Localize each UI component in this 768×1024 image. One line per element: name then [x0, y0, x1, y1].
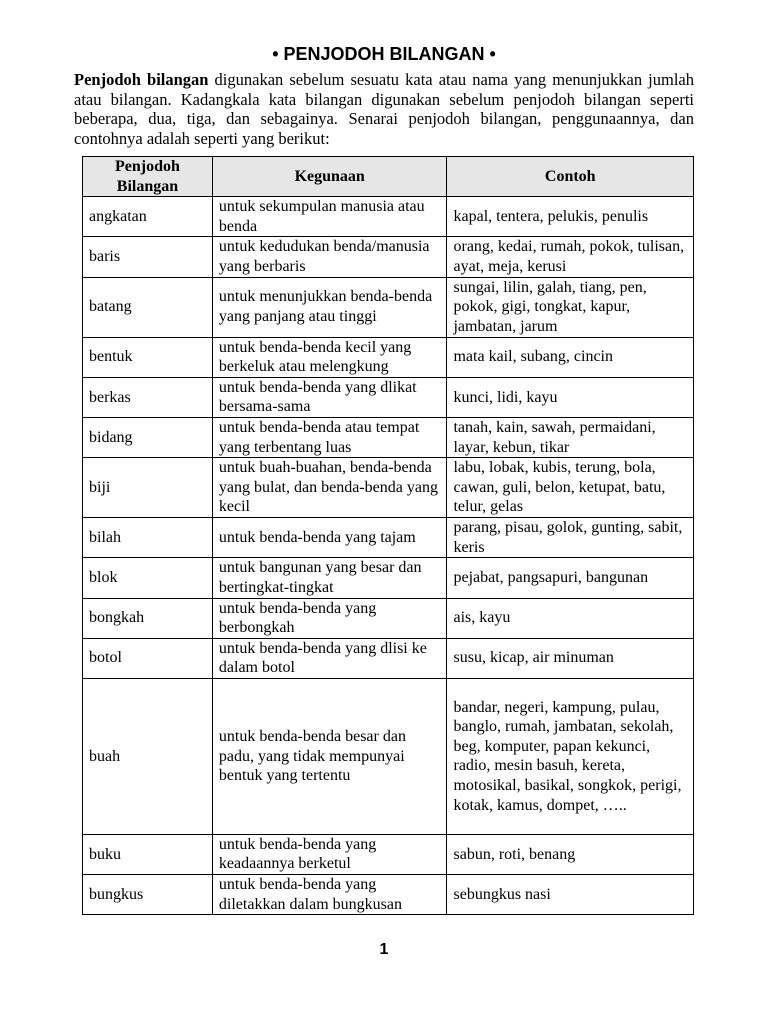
cell-penjodoh: biji [83, 458, 213, 518]
cell-kegunaan: untuk benda-benda besar dan padu, yang tidak mempunyai bentuk yang tertentu [212, 678, 447, 834]
table-row [83, 678, 694, 834]
cell-contoh: sebungkus nasi [447, 875, 694, 915]
intro-text: digunakan sebelum sesuatu kata atau nama yang menunjukkan jumlah atau bilangan. Kadangkala kata bilangan digunakan sebelum penjodoh bilangan seperti beberapa, dua, tiga, dan sebagainya. Senarai penjodoh bilangan, penggunaannya, dan contohnya adalah seperti yang berikut: [74, 70, 694, 148]
table-row [83, 417, 694, 457]
cell-penjodoh: bongkah [83, 598, 213, 638]
cell-penjodoh: bungkus [83, 875, 213, 915]
table-row [83, 598, 694, 638]
cell-kegunaan: untuk bangunan yang besar dan bertingkat-tingkat [212, 558, 447, 598]
cell-kegunaan: untuk benda-benda yang tajam [212, 518, 447, 558]
cell-contoh: mata kail, subang, cincin [447, 337, 694, 377]
cell-kegunaan: untuk benda-benda yang berbongkah [212, 598, 447, 638]
cell-penjodoh: bidang [83, 417, 213, 457]
table-body [83, 197, 694, 915]
cell-penjodoh: berkas [83, 377, 213, 417]
page-number: 1 [379, 941, 389, 958]
table-row [83, 197, 694, 237]
header-contoh: Contoh [447, 157, 694, 197]
cell-kegunaan: untuk sekumpulan manusia atau benda [212, 197, 447, 237]
cell-contoh: bandar, negeri, kampung, pulau, banglo, rumah, jambatan, sekolah, beg, komputer, papan kekunci, radio, mesin basuh, kereta, motosikal, basikal, songkok, perigi, kotak, kamus, dompet, ….. [447, 678, 694, 834]
page-title: • PENJODOH BILANGAN • [272, 44, 496, 64]
cell-penjodoh: blok [83, 558, 213, 598]
table-row [83, 518, 694, 558]
table-row [83, 377, 694, 417]
cell-penjodoh: botol [83, 638, 213, 678]
cell-contoh: pejabat, pangsapuri, bangunan [447, 558, 694, 598]
classifier-table [82, 156, 694, 915]
cell-kegunaan: untuk kedudukan benda/manusia yang berbaris [212, 237, 447, 277]
cell-kegunaan: untuk benda-benda kecil yang berkeluk atau melengkung [212, 337, 447, 377]
cell-penjodoh: bilah [83, 518, 213, 558]
cell-contoh: orang, kedai, rumah, pokok, tulisan, ayat, meja, kerusi [447, 237, 694, 277]
cell-contoh: susu, kicap, air minuman [447, 638, 694, 678]
header-kegunaan: Kegunaan [212, 157, 447, 197]
cell-kegunaan: untuk buah-buahan, benda-benda yang bulat, dan benda-benda yang kecil [212, 458, 447, 518]
cell-contoh: parang, pisau, golok, gunting, sabit, keris [447, 518, 694, 558]
cell-kegunaan: untuk benda-benda atau tempat yang terbentang luas [212, 417, 447, 457]
cell-kegunaan: untuk menunjukkan benda-benda yang panjang atau tinggi [212, 277, 447, 337]
cell-kegunaan: untuk benda-benda yang diletakkan dalam bungkusan [212, 875, 447, 915]
table-row [83, 558, 694, 598]
cell-kegunaan: untuk benda-benda yang dlikat bersama-sama [212, 377, 447, 417]
table-row [83, 277, 694, 337]
cell-penjodoh: buku [83, 834, 213, 874]
cell-contoh: ais, kayu [447, 598, 694, 638]
header-penjodoh: Penjodoh Bilangan [83, 157, 213, 197]
cell-penjodoh: buah [83, 678, 213, 834]
cell-penjodoh: baris [83, 237, 213, 277]
table-row [83, 875, 694, 915]
cell-kegunaan: untuk benda-benda yang keadaannya berketul [212, 834, 447, 874]
table-row [83, 237, 694, 277]
cell-penjodoh: angkatan [83, 197, 213, 237]
cell-penjodoh: batang [83, 277, 213, 337]
cell-contoh: kunci, lidi, kayu [447, 377, 694, 417]
cell-contoh: sabun, roti, benang [447, 834, 694, 874]
table-row [83, 337, 694, 377]
table-row [83, 638, 694, 678]
intro-term: Penjodoh bilangan [74, 70, 209, 89]
table-row [83, 834, 694, 874]
cell-contoh: sungai, lilin, galah, tiang, pen, pokok, gigi, tongkat, kapur, jambatan, jarum [447, 277, 694, 337]
cell-kegunaan: untuk benda-benda yang dlisi ke dalam botol [212, 638, 447, 678]
table-header-row [83, 157, 694, 197]
cell-contoh: labu, lobak, kubis, terung, bola, cawan, guli, belon, ketupat, batu, telur, gelas [447, 458, 694, 518]
cell-contoh: kapal, tentera, pelukis, penulis [447, 197, 694, 237]
cell-penjodoh: bentuk [83, 337, 213, 377]
table-row [83, 458, 694, 518]
intro-paragraph [74, 70, 694, 148]
cell-contoh: tanah, kain, sawah, permaidani, layar, kebun, tikar [447, 417, 694, 457]
